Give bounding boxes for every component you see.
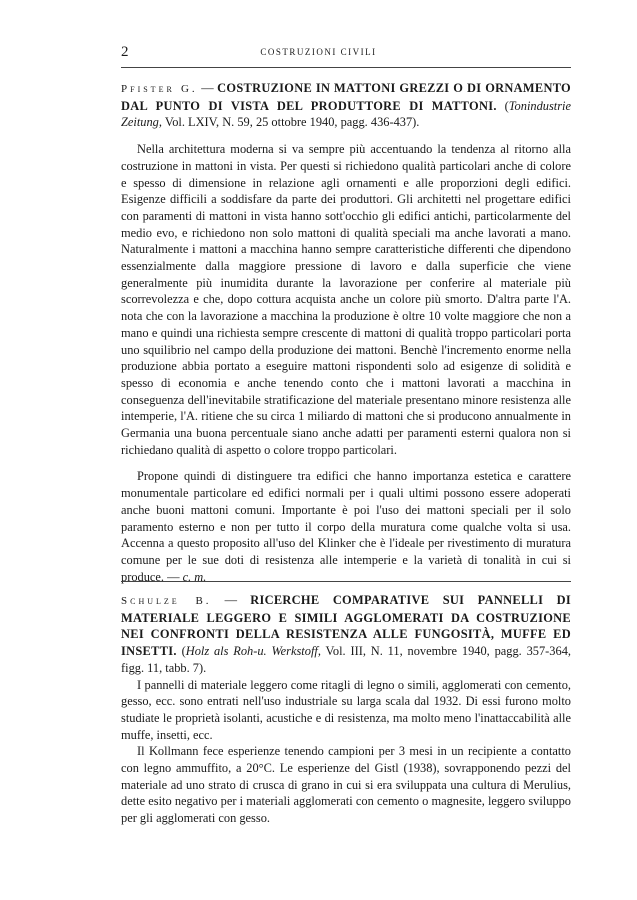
running-title: COSTRUZIONI CIVILI	[260, 47, 377, 57]
source-details: Vol. III, N. 11, novembre 1940, pagg. 357-364, figg. 11, tabb. 7).	[121, 644, 571, 675]
abstract-entry-2	[121, 592, 571, 827]
source-open: (	[496, 98, 509, 113]
entry-author: Schulze B.	[121, 595, 212, 607]
entry-paragraph-last	[121, 468, 571, 585]
entry-heading	[121, 80, 571, 131]
entry-author: Pfister G.	[121, 83, 198, 95]
entry-dash: —	[211, 593, 251, 607]
entry-separator	[121, 581, 571, 582]
page-number: 2	[121, 44, 129, 60]
header-rule	[121, 67, 571, 68]
source-open: (	[176, 644, 186, 659]
entry-title: COSTRUZIONE IN MATTONI GREZZI O DI ORNAMENTO DAL PUNTO DI VISTA DEL PRODUTTORE DI MATTONI.	[121, 81, 571, 113]
source-journal: Holz als Roh-u. Werkstoff,	[185, 644, 321, 659]
source-details: Vol. LXIV, N. 59, 25 ottobre 1940, pagg. 436-437).	[161, 115, 420, 130]
entry-dash: —	[197, 81, 218, 95]
entry-paragraph: Nella architettura moderna si va sempre più accentuando la tendenza al ritorno alla costruzione in mattoni in vista. Per questi si richiedono qualità particolari anche di colore e spesso di dimensione in relazione agli ornamenti e alle proporzioni degli edifici. Esigenze difficili a soddisfare da parte dei produttori. Gli architetti nel progettare edifici con paramenti di mattoni in vista hanno sott'occhio gli edifici antichi, particolarmente del medio evo, e richiedono non solo mattoni di qualità speciali ma anche lavorati a mano. Naturalmente i mattoni a macchina hanno sempre caratteristiche differenti che dipendono essenzialmente dalla maggiore pressione di lavoro e dalla superficie che viene generalmente più inumidita durante la lavorazione per conferire al materiale più scorrevolezza e che, dopo cottura acquista anche un colore più smorto. D'altra parte l'A. nota che con la lavorazione a macchina la produzione è oltre 10 volte maggiore che non a mano e quindi una richiesta sempre crescente di mattoni di qualità troppo particolari porta uno squilibrio nel campo della produzione dei mattoni. Benchè l'incremento enorme nella produzione abbia portato a eseguire mattoni rispondenti solo ad esigenze di solidità e spesso di economia e anche tenendo conto che i mattoni lavorati a macchina in conseguenza dell'inevitabile stratificazione del materiale presentano minore resistenza alle intemperie, l'A. ritiene che su circa 1 miliardo di mattoni che si producono annualmente in Germania una buona percentuale siano anche adatti per paramenti esterni qualora non si richiedano qualità di aspetto o colore troppo particolari.	[121, 142, 571, 457]
abstract-entry-1	[121, 80, 571, 585]
reviewer-signature: c. m.	[182, 569, 207, 584]
paragraph-text: Propone quindi di distinguere tra edifici che hanno importanza estetica e carattere monumentale particolare ed edifici normali per i quali ultimi possono essere adoperati anche buoni mattoni comuni. Importante è poi l'uso dei mattoni speciali per il solo paramento esterno e non per tutto il corpo della muratura come qualche volta si usa. Accenna a questo proposito all'uso del Klinker che è l'ideale per rivestimento di muratura comune per le sue doti di resistenza alle intemperie e la varietà di tonalità in cui si produce. —	[121, 469, 571, 584]
entry-paragraph: I pannelli di materiale leggero come ritagli di legno o simili, agglomerati con cemento, gesso, ecc. sono entrati nell'uso industriale su larga scala dal 1932. Di essi furono molto studiate le proprietà isolanti, acustiche e di resistenza, ma molto meno l'inattaccabilità alle muffe, insetti, ecc.	[121, 677, 571, 742]
entry-heading	[121, 592, 571, 677]
entry-title: RICERCHE COMPARATIVE SUI PANNELLI DI MATERIALE LEGGERO E SIMILI AGGLOMERATI DA COSTRUZIONE NEI CONFRONTI DELLA RESISTENZA ALLE FUNGOSITÀ, MUFFE ED INSETTI.	[121, 593, 571, 659]
source-journal: Tonindustrie Zeitung,	[121, 98, 571, 130]
entry-paragraph: Il Kollmann fece esperienze tenendo campioni per 3 mesi in un recipiente a contatto con legno ammuffito, a 20°C. Le esperienze del Gistl (1938), sovrapponendo pezzi del materiale ad uno strato di crusca di grano in cui si era sviluppata una cultura di Merulius, dette esito negativo per i materiali agglomerati con cemento o magnesite, leggero sviluppo per gli agglomerati con gesso.	[121, 744, 571, 826]
